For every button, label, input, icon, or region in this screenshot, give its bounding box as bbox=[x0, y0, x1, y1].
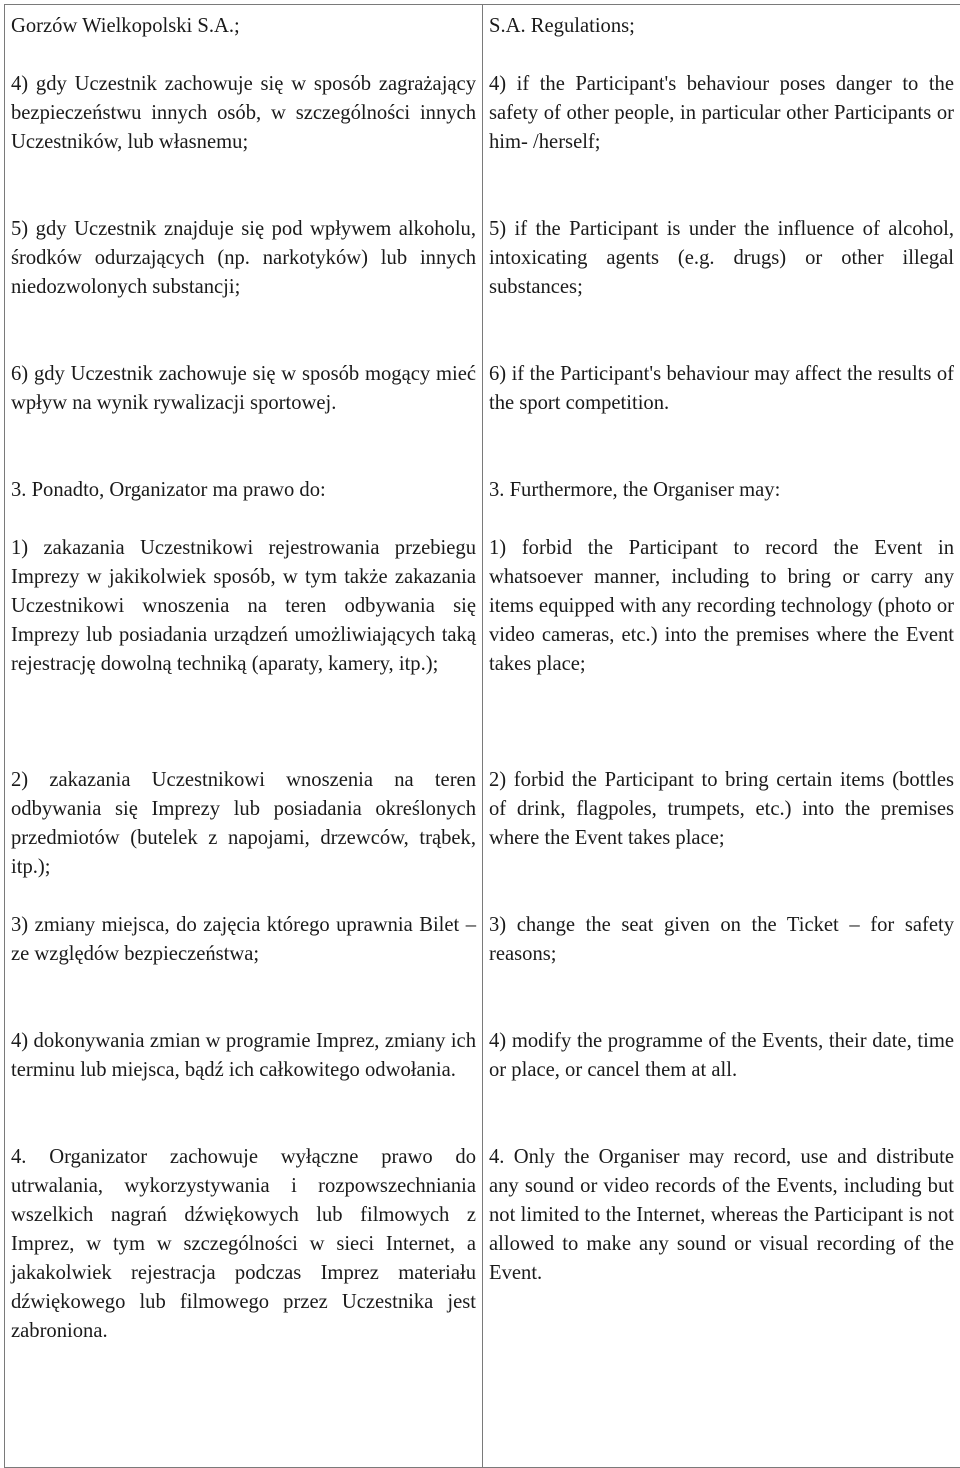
english-paragraph-section-3-item-4: 4) modify the programme of the Events, their date, time or place, or cancel them at all. bbox=[489, 1030, 954, 1081]
english-paragraph-section-3-heading: 3. Furthermore, the Organiser may: bbox=[489, 479, 781, 501]
polish-paragraph-item-4-danger: 4) gdy Uczestnik zachowuje się w sposób zagrażający bezpieczeństwu innych osób, w szczególności innych Uczestników, lub własnemu; bbox=[11, 73, 476, 153]
bilingual-regulations-table bbox=[4, 4, 960, 1468]
english-column bbox=[483, 5, 960, 1468]
english-paragraph-section-3-item-2: 2) forbid the Participant to bring certain items (bottles of drink, flagpoles, trumpets, etc.) into the premises where the Event takes place; bbox=[489, 769, 954, 849]
table-row bbox=[5, 5, 960, 1468]
polish-paragraph-company-name: Gorzów Wielkopolski S.A.; bbox=[11, 15, 240, 37]
polish-paragraph-item-5-substances: 5) gdy Uczestnik znajduje się pod wpływem alkoholu, środków odurzających (np. narkotyków) lub innych niedozwolonych substancji; bbox=[11, 218, 476, 298]
polish-paragraph-section-3-heading: 3. Ponadto, Organizator ma prawo do: bbox=[11, 479, 326, 501]
english-paragraph-item-5-substances: 5) if the Participant is under the influence of alcohol, intoxicating agents (e.g. drugs) or other illegal substances; bbox=[489, 218, 954, 298]
polish-paragraph-section-3-item-1: 1) zakazania Uczestnikowi rejestrowania przebiegu Imprezy w jakikolwiek sposób, w tym także zakazania Uczestnikowi wnoszenia na teren odbywania się Imprezy lub posiadania urządzeń umożliwiających taką rejestrację dowolną techniką (aparaty, kamery, itp.); bbox=[11, 537, 476, 675]
english-paragraph-regulations: S.A. Regulations; bbox=[489, 15, 635, 37]
english-paragraph-section-3-item-3: 3) change the seat given on the Ticket – for safety reasons; bbox=[489, 914, 954, 965]
polish-paragraph-section-3-item-3: 3) zmiany miejsca, do zajęcia którego uprawnia Bilet – ze względów bezpieczeństwa; bbox=[11, 914, 476, 965]
english-paragraph-item-6-competition: 6) if the Participant's behaviour may affect the results of the sport competition. bbox=[489, 363, 954, 414]
english-paragraph-section-3-item-1: 1) forbid the Participant to record the Event in whatsoever manner, including to bring or carry any items equipped with any recording technology (photo or video cameras, etc.) into the premises where the Event takes place; bbox=[489, 537, 954, 675]
polish-paragraph-section-3-item-4: 4) dokonywania zmian w programie Imprez, zmiany ich terminu lub miejsca, bądź ich całkowitego odwołania. bbox=[11, 1030, 476, 1081]
polish-paragraph-section-3-item-2: 2) zakazania Uczestnikowi wnoszenia na teren odbywania się Imprezy lub posiadania określonych przedmiotów (butelek z napojami, drzewców, trąbek, itp.); bbox=[11, 769, 476, 878]
english-paragraph-section-4: 4. Only the Organiser may record, use and distribute any sound or video records of the Events, including but not limited to the Internet, whereas the Participant is not allowed to make any sound or visual recording of the Event. bbox=[489, 1146, 954, 1284]
polish-paragraph-item-6-competition: 6) gdy Uczestnik zachowuje się w sposób mogący mieć wpływ na wynik rywalizacji sportowej. bbox=[11, 363, 476, 414]
english-paragraph-item-4-danger: 4) if the Participant's behaviour poses danger to the safety of other people, in particular other Participants or him- /herself; bbox=[489, 73, 954, 153]
polish-paragraph-section-4: 4. Organizator zachowuje wyłączne prawo do utrwalania, wykorzystywania i rozpowszechniania wszelkich nagrań dźwiękowych lub filmowych z Imprez, w tym w szczególności w sieci Internet, a jakakolwiek rejestracja podczas Imprez materiału dźwiękowego lub filmowego przez Uczestnika jest zabroniona. bbox=[11, 1146, 476, 1342]
polish-column bbox=[5, 5, 483, 1468]
